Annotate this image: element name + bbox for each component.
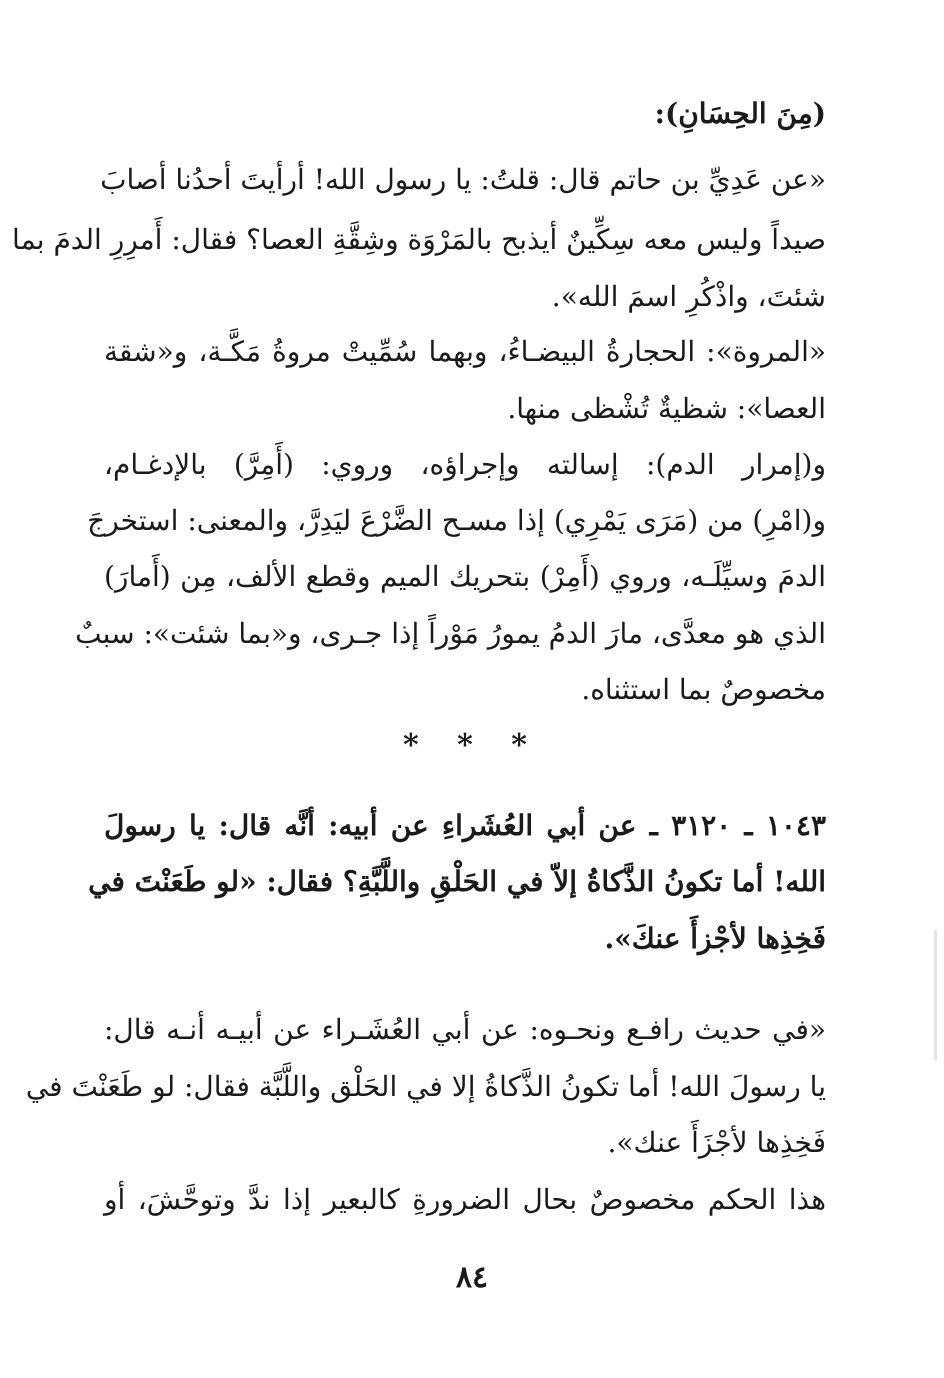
- section-heading: (مِنَ الحِسَانِ):: [654, 97, 826, 130]
- section-separator: * * *: [403, 728, 541, 763]
- commentary-line: يا رسولَ الله! أما تكونُ الذَّكاةُ إلا في الحَلْق واللَّبَّة فقال: لو طَعَنْتَ في: [25, 1070, 826, 1103]
- commentary-line: فَخِذِها لأجْزَأَ عنك».: [607, 1126, 826, 1159]
- text-line: و(إمرار الدم): إسالته وإجراؤه، وروي: (أَمِرَّ) بالإدغـام،: [104, 448, 826, 481]
- text-line: مخصوصٌ بما استثناه.: [581, 673, 826, 706]
- text-line: الدمَ وسيِّلَـه، وروي (أَمِرْ) بتحريك الميم وقطع الألف، مِن (أَمارَ): [104, 560, 826, 593]
- commentary-line: «في حديث رافـع ونحـوه: عن أبي العُشَـراء عن أبيـه أنـه قال:: [104, 1013, 826, 1046]
- hadith-line: الله! أما تكونُ الذَّكاةُ إلاّ في الحَلْقِ واللَّبَّةِ؟ فقال: «لو طَعَنْتَ في: [88, 865, 826, 898]
- text-line: الذي هو معدَّى، مارَ الدمُ يمورُ مَوْراً إذا جـرى، و«بما شئت»: سببٌ: [75, 617, 826, 650]
- hadith-line: فَخِذِها لأجْزأَ عنكَ».: [604, 922, 826, 955]
- hadith-line: ١٠٤٣ ـ ٣١٢٠ ـ عن أبي العُشَراءِ عن أبيه: أنَّه قال: يا رسولَ: [104, 809, 826, 842]
- text-line: العصا»: شظيةٌ تُشْظى منها.: [507, 392, 826, 425]
- text-line: و(امْرِ) من (مَرَى يَمْرِي) إذا مسـح الضَّرْعَ ليَدِرَّ، والمعنى: استخرجَ: [87, 504, 826, 537]
- page-number: ٨٤: [455, 1260, 489, 1295]
- text-line: «عن عَدِيِّ بن حاتم قال: قلتُ: يا رسول الله! أرأيتَ أحدُنا أصابَ: [100, 163, 826, 196]
- commentary-line: هذا الحكم مخصوصٌ بحال الضرورةِ كالبعير إذا ندَّ وتوحَّشَ، أو: [104, 1183, 826, 1216]
- text-line: صيداً وليس معه سِكِّينٌ أيذبح بالمَرْوَة وشِقَّةِ العصا؟ فقال: أَمرِرِ الدمَ بما: [12, 223, 826, 256]
- text-line: «المروة»: الحجارةُ البيضـاءُ، وبهما سُمِّيتْ مروةُ مَكَّـة، و«شقة: [104, 335, 826, 368]
- page-edge-shadow: [934, 930, 937, 1060]
- text-line: شئتَ، واذْكُرِ اسمَ الله».: [551, 280, 826, 313]
